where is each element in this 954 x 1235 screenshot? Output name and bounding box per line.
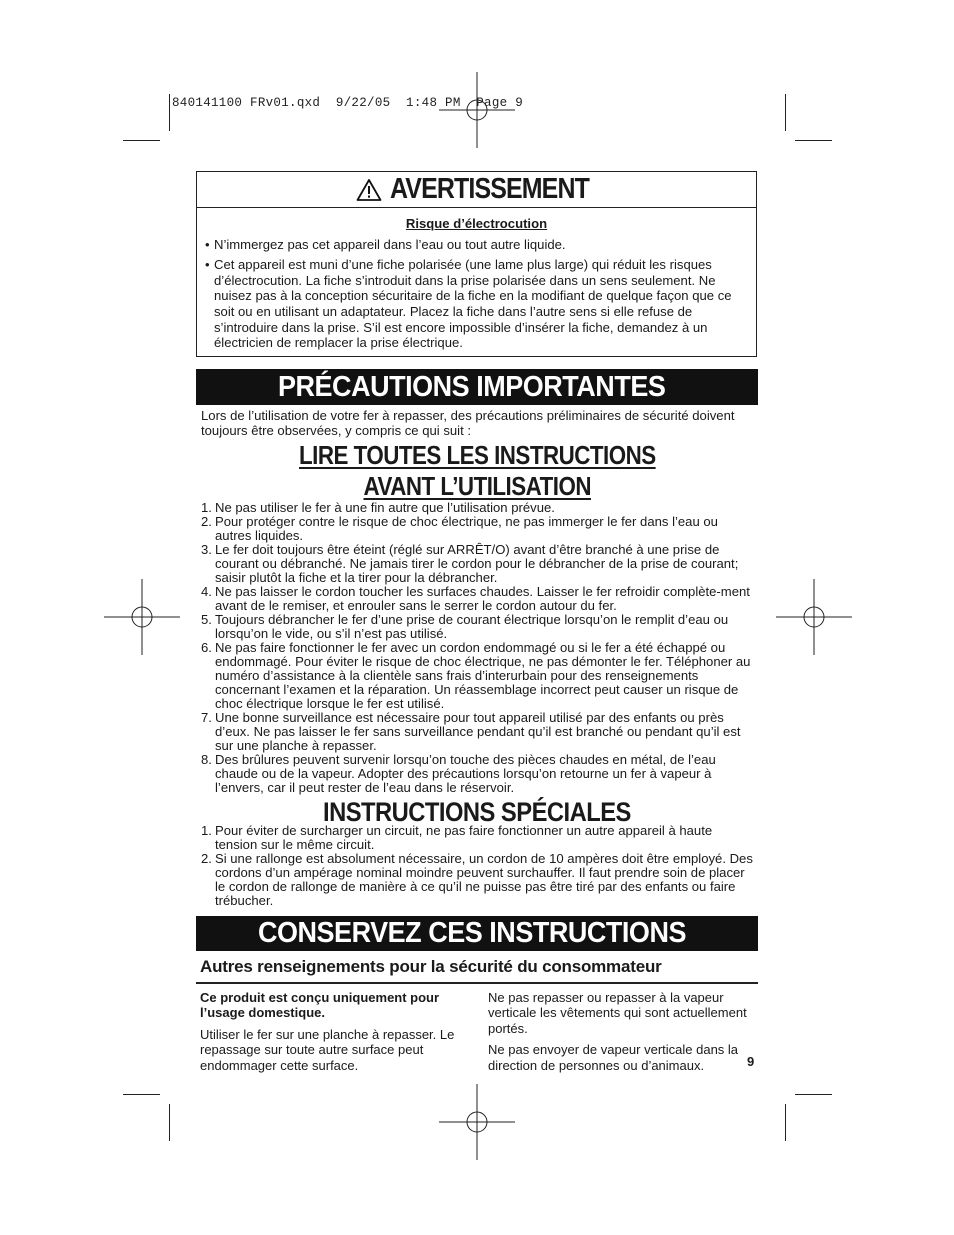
- bullet-dot: •: [205, 257, 210, 273]
- consumer-heading: Autres renseignements pour la sécurité du consommateur: [200, 957, 662, 976]
- crop-mark: [785, 1104, 786, 1141]
- list-item: [201, 711, 757, 753]
- warning-triangle-icon: [356, 178, 382, 202]
- ironing-board-note: Utiliser le fer sur une planche à repasser. Le repassage sur toute autre surface peut endommager cette surface.: [200, 1026, 455, 1073]
- registration-mark-left: [104, 579, 180, 655]
- item-text: Pour éviter de surcharger un circuit, ne pas faire fonctionner un autre appareil à haute tension sur le même circuit.: [215, 823, 713, 852]
- list-item: [201, 585, 757, 613]
- list-item: [201, 501, 757, 515]
- warning-title: AVERTISSEMENT: [389, 173, 589, 205]
- special-list: [201, 824, 757, 908]
- warning-body: [197, 208, 756, 351]
- precautions-intro: Lors de l’utilisation de votre fer à repasser, des précautions préliminaires de sécurité doivent toujours être observées, y compris ce qui suit :: [201, 408, 735, 438]
- item-text: Pour protéger contre le risque de choc électrique, ne pas immerger le fer dans l’eau ou autres liquides.: [215, 514, 718, 543]
- right-column: [488, 990, 750, 1079]
- special-title: INSTRUCTIONS SPÉCIALES: [323, 797, 631, 827]
- read-heading-line2: AVANT L’UTILISATION: [363, 471, 591, 501]
- bullet-dot: •: [205, 236, 210, 252]
- warning-bullet-text: Cet appareil est muni d’une fiche polarisée (une lame plus large) qui réduit les risques d’électrocution. La fiche s’introduit dans la prise polarisée dans un sens seulement. Ne nuisez pas à la conception sécuritaire de la fiche en la modifiant de quelque façon que ce soit ou en utilisant un adaptateur. Placez la fiche dans l’autre sens si elle refuse de s’introduire dans la prise. S’il est encore impossible d’insérer la fiche, demandez à un électricien de remplacer la prise électrique.: [214, 257, 732, 351]
- precautions-title: PRÉCAUTIONS IMPORTANTES: [278, 370, 666, 403]
- item-number: 5.: [201, 612, 212, 627]
- crop-mark: [123, 140, 160, 141]
- item-number: 4.: [201, 584, 212, 599]
- item-number: 8.: [201, 752, 212, 767]
- item-text: Ne pas laisser le cordon toucher les surfaces chaudes. Laisser le fer refroidir complète-ment avant de le remiser, et enrouler sans le serrer le cordon autour du fer.: [215, 584, 750, 613]
- item-number: 1.: [201, 823, 212, 838]
- printer-slug: 840141100 FRv01.qxd 9/22/05 1:48 PM Page 9: [172, 96, 524, 110]
- item-number: 2.: [201, 851, 212, 866]
- risk-heading: Risque d’électrocution: [405, 216, 548, 231]
- save-instructions-bar: [196, 916, 758, 951]
- page-number: 9: [747, 1054, 755, 1069]
- left-column: [200, 990, 470, 1079]
- list-item: [201, 543, 757, 585]
- precautions-title-bar: [196, 369, 758, 405]
- list-item: [201, 753, 757, 795]
- item-text: Le fer doit toujours être éteint (réglé sur ARRÊT/O) avant d’être branché à une prise de courant ou débranché. Ne jamais tirer le cordon pour le débrancher de la prise de courant; saisir plutôt la fiche et la tirer pour la débrancher.: [215, 542, 739, 585]
- warning-bullet-text: N’immergez pas cet appareil dans l’eau ou tout autre liquide.: [214, 236, 566, 252]
- read-heading-line1: LIRE TOUTES LES INSTRUCTIONS: [298, 440, 656, 470]
- item-text: Ne pas utiliser le fer à une fin autre que l’utilisation prévue.: [215, 500, 555, 515]
- registration-mark-right: [776, 579, 852, 655]
- item-number: 3.: [201, 542, 212, 557]
- precautions-list: [201, 501, 757, 795]
- save-title: CONSERVEZ CES INSTRUCTIONS: [258, 917, 686, 949]
- item-text: Ne pas faire fonctionner le fer avec un cordon endommagé ou si le fer a été échappé ou endommagé. Pour éviter le risque de choc électrique, ne pas démonter le fer. Téléphoner au numéro d’assistance à la clientèle sans frais d’interurbain pour des renseignements concernant l’examen et la réparation. Un réassemblage incorrect peut causer un risque de choc électrique lorsque le fer est utilisé.: [215, 640, 751, 711]
- warning-bullet: [205, 237, 748, 253]
- registration-mark-top: [439, 72, 515, 148]
- item-text: Des brûlures peuvent survenir lorsqu’on touche des pièces chaudes en métal, de l’eau chaude ou de la vapeur. Adopter des précautions lorsqu’on retourne un fer à vapeur à l’envers, car il peut rester de l’eau dans le réservoir.: [215, 752, 716, 795]
- item-number: 2.: [201, 514, 212, 529]
- worn-garments-note: Ne pas repasser ou repasser à la vapeur verticale les vêtements qui sont actuellement portés.: [488, 990, 747, 1036]
- read-instructions-heading: [196, 440, 758, 502]
- item-number: 1.: [201, 500, 212, 515]
- crop-mark: [169, 94, 170, 131]
- crop-mark: [795, 140, 832, 141]
- item-text: Si une rallonge est absolument nécessaire, un cordon de 10 ampères doit être employé. Des cordons d’un ampérage nominal moindre peuvent surchauffer. Il faut prendre soin de placer le cordon de rallonge de manière à ce qu’il ne puisse pas être tiré par des enfants ou faire trébucher.: [215, 851, 753, 908]
- steam-direction-note: Ne pas envoyer de vapeur verticale dans la direction de personnes ou d’animaux.: [488, 1042, 739, 1073]
- list-item: [201, 515, 757, 543]
- registration-mark-bottom: [439, 1084, 515, 1160]
- list-item: [201, 824, 757, 852]
- warning-header: [197, 172, 756, 208]
- list-item: [201, 613, 757, 641]
- item-number: 6.: [201, 640, 212, 655]
- item-number: 7.: [201, 710, 212, 725]
- domestic-use-note: Ce produit est conçu uniquement pour l’usage domestique.: [200, 990, 440, 1021]
- divider-rule: [196, 982, 758, 984]
- list-item: [201, 852, 757, 908]
- item-text: Toujours débrancher le fer d’une prise de courant électrique lorsqu’on le remplit d’eau ou lorsqu’on le vide, ou s’il n’est pas utilisé.: [215, 612, 729, 641]
- crop-mark: [785, 94, 786, 131]
- warning-bullet: [205, 257, 748, 351]
- crop-mark: [123, 1094, 160, 1095]
- warning-box: [196, 171, 757, 357]
- crop-mark: [795, 1094, 832, 1095]
- crop-mark: [169, 1104, 170, 1141]
- item-text: Une bonne surveillance est nécessaire pour tout appareil utilisé par des enfants ou près d’eux. Ne pas laisser le fer sans surveillance pendant qu’il est branché ou pendant qu’il est sur une planche à repasser.: [215, 710, 741, 753]
- list-item: [201, 641, 757, 711]
